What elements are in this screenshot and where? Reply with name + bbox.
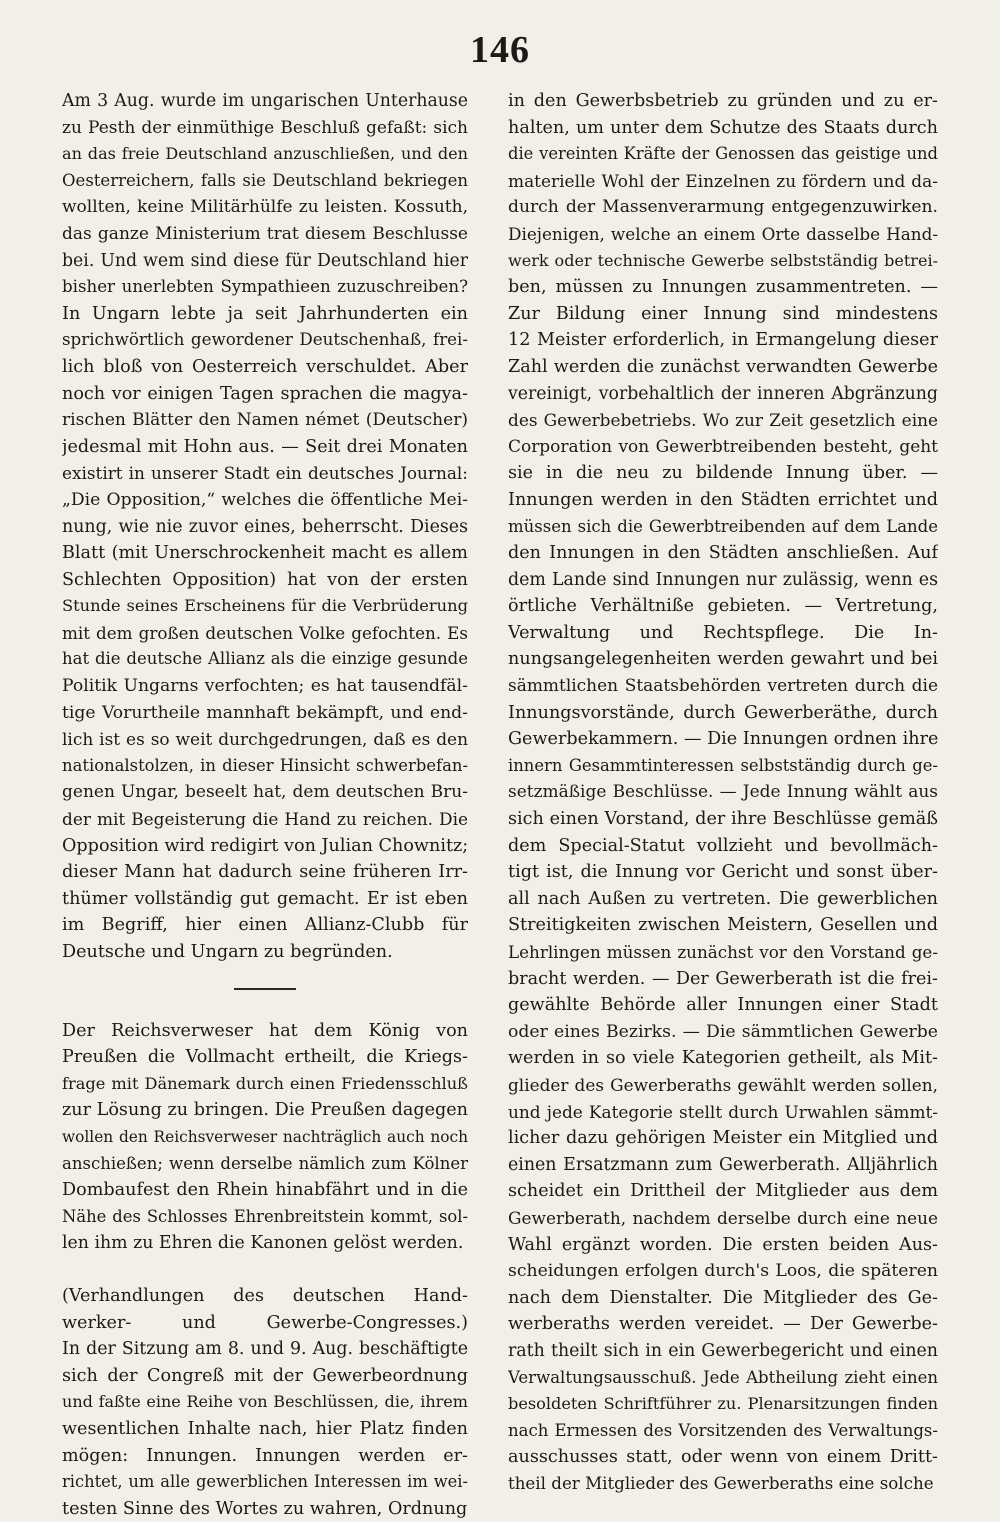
text-line: die vereinten Kräfte der Genossen das geistige und: [508, 144, 938, 164]
text-line: sich der Congreß mit der Gewerbeordnung: [62, 1365, 468, 1386]
text-line: Zur Bildung einer Innung sind mindestens: [508, 303, 938, 324]
text-line: dem Special-Statut vollzieht und bevollmäch-: [508, 835, 938, 856]
paragraph-reichsverweser: [62, 1018, 468, 1257]
text-line: mögen: Innungen. Innungen werden er-: [62, 1445, 468, 1466]
text-line: werden in so viele Kategorien getheilt, als Mit-: [508, 1048, 938, 1069]
text-line: zur Lösung zu bringen. Die Preußen dagegen: [62, 1100, 468, 1121]
text-line: thümer vollständig gut gemacht. Er ist eben: [62, 888, 468, 909]
text-line: und jede Kategorie stellt durch Urwahlen sämmt-: [508, 1101, 938, 1122]
text-line: zu Pesth der einmüthige Beschluß gefaßt: sich: [62, 117, 468, 138]
text-line: all nach Außen zu vertreten. Die gewerblichen: [508, 888, 938, 909]
text-line: lich ist es so weit durchgedrungen, daß es den: [62, 729, 468, 750]
text-line: anschießen; wenn derselbe nämlich zum Kölner: [62, 1153, 468, 1173]
text-line: wollen den Reichsverweser nachträglich auch noch: [62, 1127, 468, 1146]
text-line: Stunde seines Erscheinens für die Verbrüderung: [62, 596, 468, 616]
text-line: werker- und Gewerbe-Congresses.): [62, 1312, 468, 1333]
text-line: sprichwörtlich gewordener Deutschenhaß, frei-: [62, 330, 468, 350]
text-line: setzmäßige Beschlüsse. — Jede Innung wählt aus: [508, 782, 938, 803]
text-line: gewählte Behörde aller Innungen einer Stadt: [508, 995, 938, 1016]
text-line: „Die Opposition,“ welches die öffentliche Mei-: [62, 489, 468, 510]
text-line: nach dem Dienstalter. Die Mitglieder des Ge-: [508, 1287, 938, 1308]
text-line: müssen sich die Gewerbtreibenden auf dem Lande: [508, 516, 938, 536]
text-line: Deutsche und Ungarn zu begründen.: [62, 942, 393, 962]
text-line: sämmtlichen Staatsbehörden vertreten durch die: [508, 676, 938, 697]
text-line: Verwaltung und Rechtspflege. Die In-: [508, 622, 938, 643]
text-line: scheidet ein Drittheil der Mitglieder aus dem: [508, 1181, 938, 1202]
text-line: innern Gesammtinteressen selbstständig durch ge-: [508, 755, 938, 775]
text-line: rischen Blätter den Namen német (Deutscher): [62, 410, 468, 431]
text-line: an das freie Deutschland anzuschließen, und den: [62, 144, 468, 164]
text-line: nationalstolzen, in dieser Hinsicht schwerbefan-: [62, 755, 468, 775]
text-line: dieser Mann hat dadurch seine früheren Irr-: [62, 862, 468, 883]
text-line: hat die deutsche Allianz als die einzige gesunde: [62, 649, 468, 669]
paragraph-hungary: [62, 88, 468, 966]
text-line: theil der Mitglieder des Gewerberaths eine solche: [508, 1473, 934, 1493]
text-line: tigt ist, die Innung vor Gericht und sonst über-: [508, 862, 938, 883]
text-line: Streitigkeiten zwischen Meistern, Gesellen und: [508, 915, 938, 936]
paragraph-congress-continued: [508, 88, 938, 1497]
text-line: ben, müssen zu Innungen zusammentreten. —: [508, 277, 938, 298]
text-line: tige Vorurtheile mannhaft bekämpft, und end-: [62, 702, 468, 723]
text-line: glieder des Gewerberaths gewählt werden sollen,: [508, 1074, 938, 1095]
text-line: nung, wie nie zuvor eines, beherrscht. Dieses: [62, 516, 468, 537]
text-line: Am 3 Aug. wurde im ungarischen Unterhause: [62, 91, 468, 111]
text-line: einen Ersatzmann zum Gewerberath. Alljährlich: [508, 1154, 938, 1175]
text-line: Preußen die Vollmacht ertheilt, die Kriegs-: [62, 1047, 468, 1068]
paragraph-congress: [62, 1283, 468, 1522]
text-line: besoldeten Schriftführer zu. Plenarsitzungen finden: [508, 1394, 938, 1414]
text-line: ausschusses statt, oder wenn von einem Dritt-: [508, 1447, 938, 1468]
text-line: bracht werden. — Der Gewerberath ist die frei-: [508, 968, 938, 989]
text-line: örtliche Verhältniße gebieten. — Vertretung,: [508, 596, 938, 617]
text-line: nungsangelegenheiten werden gewahrt und bei: [508, 649, 938, 670]
text-line: wollten, keine Militärhülfe zu leisten. Kossuth,: [62, 197, 468, 218]
text-line: Gewerbekammern. — Die Innungen ordnen ihre: [508, 729, 938, 750]
text-line: das ganze Ministerium trat diesem Beschlusse: [62, 223, 468, 244]
text-line: Innungen werden in den Städten errichtet und: [508, 489, 938, 510]
text-line: bei. Und wem sind diese für Deutschland hier: [62, 250, 468, 271]
text-line: Blatt (mit Unerschrockenheit macht es allem: [62, 543, 468, 564]
text-line: In Ungarn lebte ja seit Jahrhunderten ein: [62, 303, 468, 324]
page-number: 146: [470, 29, 530, 71]
text-line: richtet, um alle gewerblichen Interessen im wei-: [62, 1472, 468, 1492]
text-line: Der Reichsverweser hat dem König von: [62, 1020, 468, 1041]
text-line: sich einen Vorstand, der ihre Beschlüsse gemäß: [508, 809, 938, 830]
text-line: Dombaufest den Rhein hinabfährt und in die: [62, 1180, 468, 1201]
text-line: Lehrlingen müssen zunächst vor den Vorstand ge-: [508, 942, 938, 962]
right-column: [508, 88, 938, 1497]
text-line: den Innungen in den Städten anschließen. Auf: [508, 543, 938, 564]
text-line: werk oder technische Gewerbe selbstständig betrei-: [508, 250, 938, 270]
text-line: jedesmal mit Hohn aus. — Seit drei Monaten: [62, 436, 468, 457]
text-line: existirt in unserer Stadt ein deutsches Journal:: [62, 463, 468, 484]
text-line: noch vor einigen Tagen sprachen die magya-: [62, 383, 468, 404]
text-line: Wahl ergänzt worden. Die ersten beiden Aus-: [508, 1234, 938, 1255]
text-line: Politik Ungarns verfochten; es hat tausendfäl-: [62, 676, 468, 697]
text-line: und faßte eine Reihe von Beschlüssen, die, ihrem: [62, 1392, 468, 1412]
text-line: scheidungen erfolgen durch's Loos, die späteren: [508, 1261, 938, 1282]
text-line: len ihm zu Ehren die Kanonen gelöst werden.: [62, 1233, 464, 1254]
text-line: sie in die neu zu bildende Innung über. —: [508, 463, 938, 484]
text-line: oder eines Bezirks. — Die sämmtlichen Gewerbe: [508, 1021, 938, 1042]
section-divider: [234, 988, 296, 990]
text-line: 12 Meister erforderlich, in Ermangelung dieser: [508, 330, 938, 351]
text-line: testen Sinne des Wortes zu wahren, Ordnung: [62, 1498, 468, 1519]
text-line: im Begriff, hier einen Allianz-Clubb für: [62, 915, 468, 936]
text-line: wesentlichen Inhalte nach, hier Platz finden: [62, 1418, 468, 1439]
text-line: Zahl werden die zunächst verwandten Gewerbe: [508, 356, 938, 377]
text-line: genen Ungar, beseelt hat, dem deutschen Bru-: [62, 782, 468, 803]
text-line: materielle Wohl der Einzelnen zu fördern und da-: [508, 170, 938, 191]
text-line: des Gewerbebetriebs. Wo zur Zeit gesetzlich eine: [508, 410, 938, 431]
text-line: der mit Begeisterung die Hand zu reichen. Die: [62, 809, 468, 830]
text-line: Opposition wird redigirt von Julian Chownitz;: [62, 835, 468, 856]
text-line: rath theilt sich in ein Gewerbegericht und einen: [508, 1340, 938, 1361]
text-line: in den Gewerbsbetrieb zu gründen und zu er-: [508, 91, 938, 111]
text-line: bisher unerlebten Sympathieen zuzuschreiben?: [62, 277, 468, 297]
left-column: [62, 88, 468, 1522]
text-line: nach Ermessen des Vorsitzenden des Verwaltungs-: [508, 1420, 938, 1440]
text-line: halten, um unter dem Schutze des Staats durch: [508, 117, 938, 138]
text-line: vereinigt, vorbehaltlich der inneren Abgränzung: [508, 383, 938, 404]
text-line: Innungsvorstände, durch Gewerberäthe, durch: [508, 702, 938, 723]
text-line: In der Sitzung am 8. und 9. Aug. beschäftigte: [62, 1339, 468, 1360]
text-line: Verwaltungsausschuß. Jede Abtheilung zieht einen: [508, 1367, 938, 1387]
text-line: Gewerberath, nachdem derselbe durch eine neue: [508, 1207, 938, 1228]
text-line: Oesterreichern, falls sie Deutschland bekriegen: [62, 170, 468, 190]
text-line: mit dem großen deutschen Volke gefochten. Es: [62, 622, 468, 643]
text-line: Diejenigen, welche an einem Orte dasselbe Hand-: [508, 223, 938, 244]
text-line: frage mit Dänemark durch einen Friedensschluß: [62, 1073, 468, 1093]
text-line: Schlechten Opposition) hat von der ersten: [62, 569, 468, 590]
text-line: Corporation von Gewerbtreibenden besteht, geht: [508, 436, 938, 457]
text-line: lich bloß von Oesterreich verschuldet. Aber: [62, 356, 468, 377]
text-line: durch der Massenverarmung entgegenzuwirken.: [508, 197, 938, 218]
text-line: dem Lande sind Innungen nur zulässig, wenn es: [508, 569, 938, 590]
text-line: (Verhandlungen des deutschen Hand-: [62, 1285, 468, 1306]
paragraph-gap: [62, 1257, 468, 1283]
text-line: werberaths werden vereidet. — Der Gewerbe-: [508, 1314, 938, 1335]
text-line: licher dazu gehörigen Meister ein Mitglied und: [508, 1128, 938, 1149]
text-line: Nähe des Schlosses Ehrenbreitstein kommt, sol-: [62, 1206, 468, 1226]
